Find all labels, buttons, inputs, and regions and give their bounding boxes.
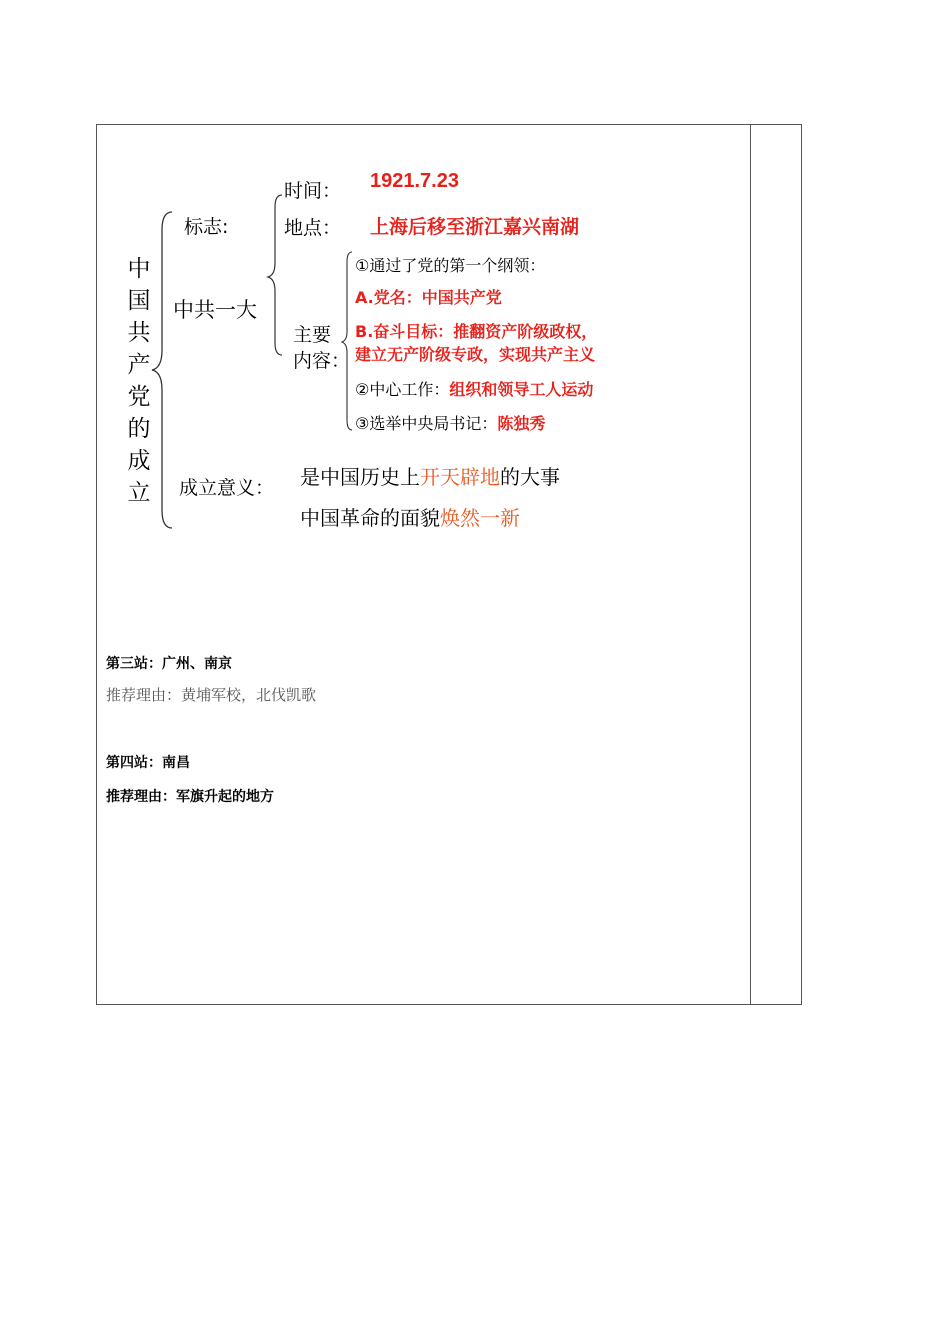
place-label: 地点： [284,217,342,239]
content-item-1: ①通过了党的第一个纲领： [355,256,546,275]
place-value: 上海后移至浙江嘉兴南湖 [370,216,580,238]
sig2-highlight: 焕然一新 [440,506,520,530]
table-column-divider [750,124,751,1005]
biaozhi-label: 标志: [184,216,229,238]
content-item-3-prefix: ③选举中央局书记： [355,414,498,433]
content-item-2-value: 组织和领导工人运动 [449,380,594,399]
content-label-line2: 内容： [293,350,351,372]
content-item-2-prefix: ②中心工作： [355,380,450,399]
content-item-3 [355,411,545,434]
station4-title: 第四站：南昌 [106,755,190,771]
content-item-b-line2: 建立无产阶级专政，实现共产主义 [355,345,596,364]
sig1-part-c: 的大事 [500,465,560,489]
content-item-a: A.党名：中国共产党 [355,288,502,307]
sig2-part-a: 中国革命的面貌 [300,506,440,530]
time-label: 时间： [284,180,342,202]
sig1-part-a: 是中国历史上 [300,465,420,489]
diagram-title: 中国共产党的成立 [127,256,151,506]
content-label-line1: 主要 [293,324,332,346]
station3-title: 第三站：广州、南京 [106,656,232,672]
significance-line-2 [300,502,520,531]
content-item-2 [355,377,593,400]
sig1-highlight: 开天辟地 [420,465,500,489]
zhonggong-label: 中共一大 [173,298,257,322]
significance-label: 成立意义： [179,477,275,499]
station3-reason: 推荐理由：黄埔军校，北伐凯歌 [106,686,317,704]
significance-line-1 [300,461,560,490]
content-item-b-line1: B.奋斗目标：推翻资产阶级政权， [355,322,598,341]
content-item-3-value: 陈独秀 [497,414,546,433]
station4-reason: 推荐理由：军旗升起的地方 [106,789,274,805]
time-value: 1921.7.23 [370,170,459,192]
